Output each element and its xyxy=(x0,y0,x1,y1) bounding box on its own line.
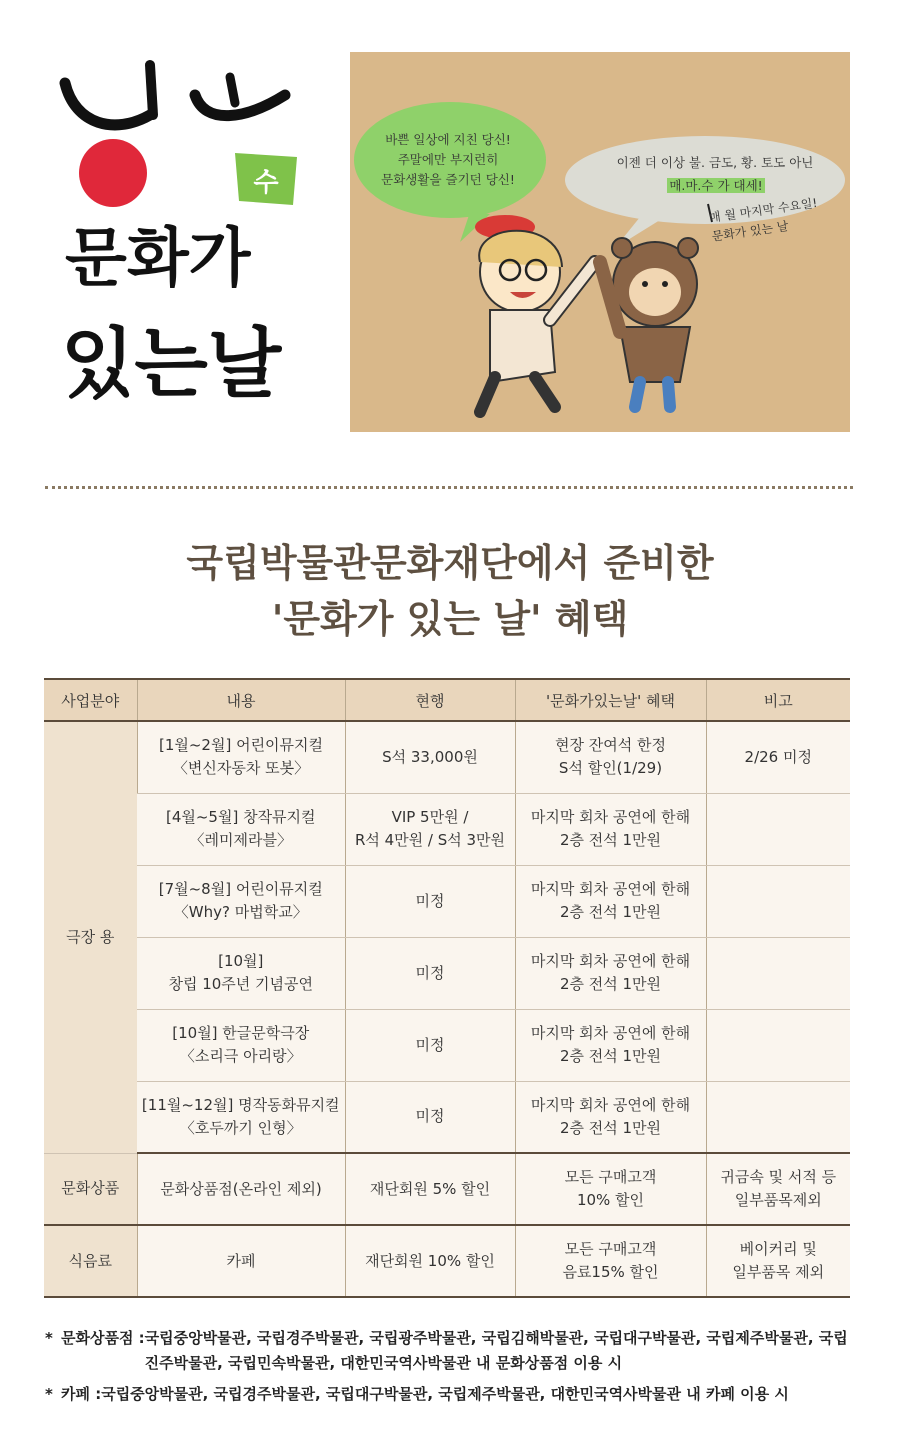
benefit-text: 마지막 회차 공연에 한해 2층 전석 1만원 xyxy=(530,1095,691,1137)
logo-calligraphy xyxy=(55,55,340,430)
footnote-cafe xyxy=(45,1382,860,1407)
footnote-text: 국립중앙박물관, 국립경주박물관, 국립광주박물관, 국립김해박물관, 국립대구박물관, 국립제주박물관, 국립진주박물관, 국립민속박물관, 대한민국역사박물관 내 문화상품점 이용 시 xyxy=(144,1329,848,1372)
content-text: [7월~8월] 어린이뮤지컬 〈Why? 마법학교〉 xyxy=(158,880,323,921)
table-row xyxy=(44,1009,850,1081)
note-text: 2/26 미정 xyxy=(744,747,812,766)
svg-text:수: 수 xyxy=(253,168,279,198)
note-cell xyxy=(706,1153,850,1225)
content-text: 카페 xyxy=(226,1251,256,1270)
category-theater: 극장 용 xyxy=(44,721,137,1153)
current-text: 재단회원 10% 할인 xyxy=(365,1251,495,1270)
footnote-label: 카페 : xyxy=(61,1385,102,1403)
note-cell xyxy=(706,1081,850,1153)
note-cell xyxy=(706,721,850,793)
note-cell xyxy=(706,793,850,865)
content-text: [11월~12월] 명작동화뮤지컬 〈호두까기 인형〉 xyxy=(141,1095,340,1137)
content-cell xyxy=(137,793,345,865)
content-cell xyxy=(137,937,345,1009)
content-text: [10월] 한글문학극장 〈소리극 아리랑〉 xyxy=(172,1024,310,1065)
content-cell xyxy=(137,1153,345,1225)
current-cell xyxy=(345,1081,515,1153)
current-text: 재단회원 5% 할인 xyxy=(369,1179,491,1198)
benefit-cell xyxy=(515,1153,706,1225)
current-cell xyxy=(345,793,515,865)
footnotes xyxy=(45,1326,860,1407)
current-cell xyxy=(345,937,515,1009)
current-text: 미정 xyxy=(415,963,445,982)
benefit-cell xyxy=(515,721,706,793)
benefit-text: 현장 잔여석 한정 S석 할인(1/29) xyxy=(555,736,666,778)
current-cell xyxy=(345,1153,515,1225)
content-cell xyxy=(137,1225,345,1297)
note-text: 귀금속 및 서적 등 일부품목제외 xyxy=(720,1168,837,1209)
table-row xyxy=(44,793,850,865)
table-row xyxy=(44,865,850,937)
benefit-cell xyxy=(515,793,706,865)
content-cell xyxy=(137,865,345,937)
table-row xyxy=(44,1153,850,1225)
page-title-line1: 국립박물관문화재단에서 준비한 xyxy=(186,541,714,585)
current-text: 미정 xyxy=(415,1107,445,1126)
content-cell xyxy=(137,1081,345,1153)
footnote-mark: * xyxy=(45,1385,53,1403)
current-text: VIP 5만원 / R석 4만원 / S석 3만원 xyxy=(354,808,506,849)
table-row xyxy=(44,721,850,793)
note-cell xyxy=(706,1009,850,1081)
svg-text:있는날: 있는날 xyxy=(61,319,282,408)
current-cell xyxy=(345,1225,515,1297)
culture-day-logo xyxy=(55,55,340,430)
benefit-cell xyxy=(515,937,706,1009)
content-cell xyxy=(137,1009,345,1081)
header-content: 내용 xyxy=(137,679,345,721)
benefit-cell xyxy=(515,865,706,937)
svg-text:문화가: 문화가 xyxy=(65,222,251,296)
content-cell xyxy=(137,721,345,793)
footnote-label: 문화상품점 : xyxy=(61,1329,145,1347)
footnote-text: 국립중앙박물관, 국립경주박물관, 국립대구박물관, 국립제주박물관, 대한민국역사박물관 내 카페 이용 시 xyxy=(101,1385,789,1403)
benefit-text: 마지막 회차 공연에 한해 2층 전석 1만원 xyxy=(530,1024,691,1065)
header-note: 비고 xyxy=(706,679,850,721)
content-text: [1월~2월] 어린이뮤지컬 〈변신자동차 또봇〉 xyxy=(158,736,324,778)
current-text: 미정 xyxy=(415,1035,445,1054)
speech-bubble-right-highlight: 매.마.수 가 대세! xyxy=(669,178,763,193)
content-text: [4월~5월] 창작뮤지컬 〈레미제라블〉 xyxy=(165,808,316,849)
benefit-cell xyxy=(515,1225,706,1297)
content-text: 문화상품점(온라인 제외) xyxy=(160,1179,322,1198)
header-current: 현행 xyxy=(345,679,515,721)
current-cell xyxy=(345,1009,515,1081)
table-row xyxy=(44,937,850,1009)
table-row xyxy=(44,1225,850,1297)
note-cell xyxy=(706,1225,850,1297)
content-text: [10월] 창립 10주년 기념공연 xyxy=(168,952,314,993)
table-header-row xyxy=(44,679,850,721)
category-culture-goods: 문화상품 xyxy=(44,1153,137,1225)
last-wednesday-note-text: 매 월 마지막 수요일! 문화가 있는 날 xyxy=(708,195,819,244)
footnote-mark: * xyxy=(45,1329,53,1347)
note-text: 베이커리 및 일부품목 제외 xyxy=(732,1240,825,1281)
dotted-divider xyxy=(45,486,853,489)
table-row xyxy=(44,1081,850,1153)
note-cell xyxy=(706,865,850,937)
current-text: 미정 xyxy=(415,891,445,910)
benefit-text: 마지막 회차 공연에 한해 2층 전석 1만원 xyxy=(530,952,691,993)
benefit-text: 마지막 회차 공연에 한해 2층 전석 1만원 xyxy=(530,880,691,921)
header-category: 사업분야 xyxy=(44,679,137,721)
footnote-culture-shop xyxy=(45,1326,860,1376)
page-title xyxy=(0,535,900,647)
benefit-text: 모든 구매고객 10% 할인 xyxy=(564,1168,657,1209)
benefit-text: 모든 구매고객 음료15% 할인 xyxy=(562,1240,659,1281)
benefit-cell xyxy=(515,1009,706,1081)
page-title-line2: '문화가 있는 날' 혜택 xyxy=(271,597,629,641)
header-benefit: '문화가있는날' 혜택 xyxy=(515,679,706,721)
speech-bubble-left: 바쁜 일상에 지친 당신! 주말에만 부지런히 문화생활을 즐기던 당신! xyxy=(381,132,515,187)
speech-bubble-right-line1: 이젠 더 이상 불. 금도, 황. 토도 아닌 xyxy=(616,155,814,170)
note-cell xyxy=(706,937,850,1009)
cartoon-illustration xyxy=(350,52,850,432)
speech-bubble-right-line2 xyxy=(646,176,786,196)
current-cell xyxy=(345,721,515,793)
benefit-text: 마지막 회차 공연에 한해 2층 전석 1만원 xyxy=(530,808,691,849)
current-cell xyxy=(345,865,515,937)
benefits-table xyxy=(44,678,850,1298)
cartoon-drawing xyxy=(350,52,850,432)
category-food-beverage: 식음료 xyxy=(44,1225,137,1297)
benefit-cell xyxy=(515,1081,706,1153)
current-text: S석 33,000원 xyxy=(382,747,478,766)
